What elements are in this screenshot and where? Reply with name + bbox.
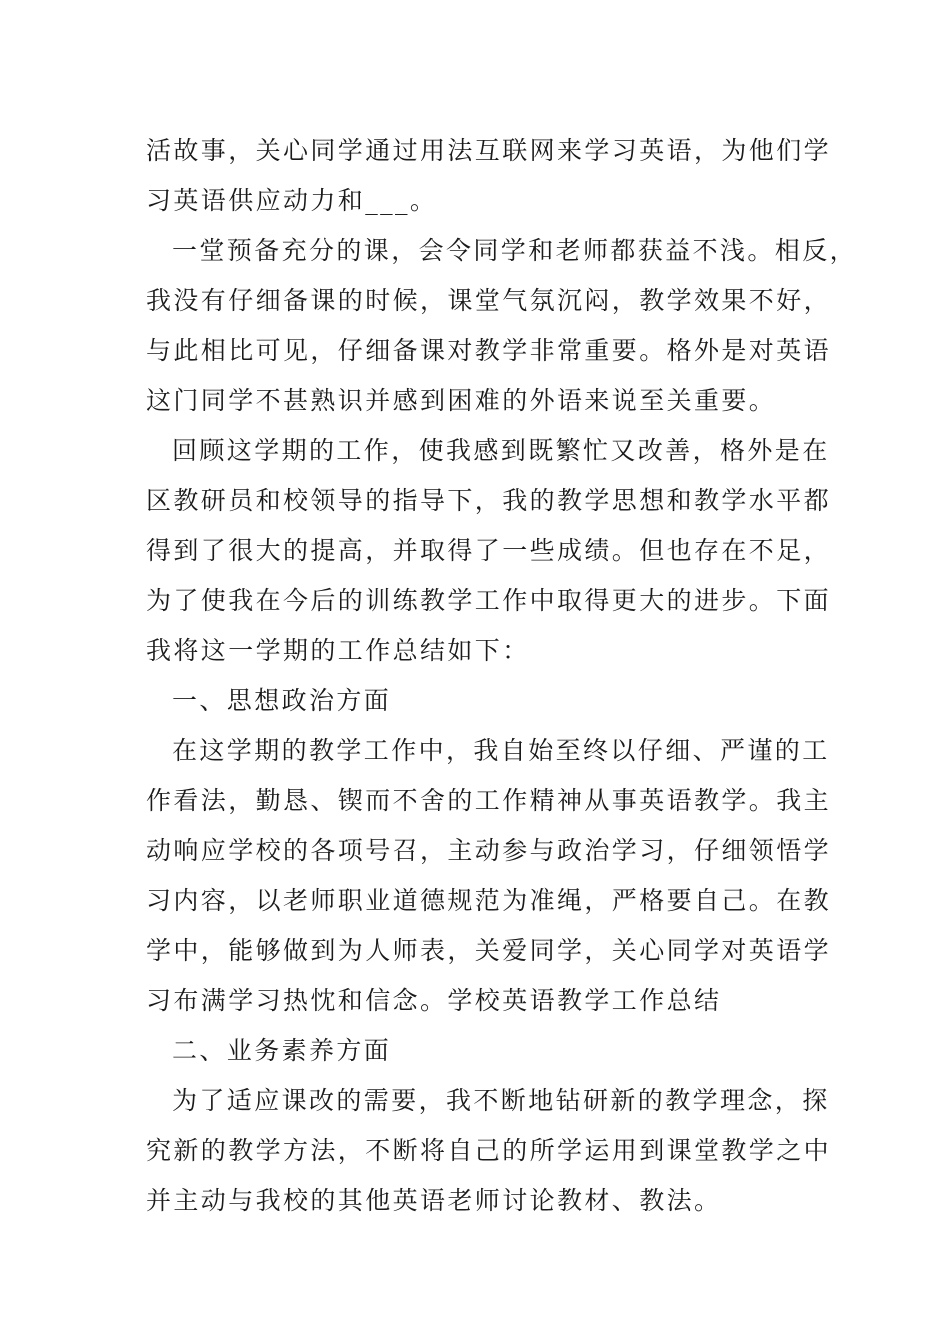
text-line: 这门同学不甚熟识并感到困难的外语来说至关重要。 [146, 386, 777, 415]
text-line: 得到了很大的提高，并取得了一些成绩。但也存在不足， [146, 536, 832, 565]
text-line: 动响应学校的各项号召，主动参与政治学习，仔细领悟学 [146, 836, 832, 865]
document-body [146, 126, 858, 1226]
section-heading-politics: 一、思想政治方面 [172, 686, 392, 715]
paragraph-start-line: 一堂预备充分的课，会令同学和老师都获益不浅。相反， [172, 236, 858, 265]
text-line: 为了使我在今后的训练教学工作中取得更大的进步。下面 [146, 586, 832, 615]
text-line: 习布满学习热忱和信念。学校英语教学工作总结 [146, 986, 722, 1015]
text-line: 我没有仔细备课的时候，课堂气氛沉闷，教学效果不好， [146, 286, 832, 315]
text-line: 我将这一学期的工作总结如下： [146, 636, 530, 665]
text-line: 究新的教学方法，不断将自己的所学运用到课堂教学之中 [146, 1136, 832, 1165]
text-line: 与此相比可见，仔细备课对教学非常重要。格外是对英语 [146, 336, 832, 365]
text-line: 学中，能够做到为人师表，关爱同学，关心同学对英语学 [146, 936, 832, 965]
section-heading-professional: 二、业务素养方面 [172, 1036, 392, 1065]
paragraph-start-line: 为了适应课改的需要，我不断地钻研新的教学理念，探 [172, 1086, 830, 1115]
text-line: 活故事，关心同学通过用法互联网来学习英语，为他们学 [146, 136, 832, 165]
paragraph-start-line: 在这学期的教学工作中，我自始至终以仔细、严谨的工 [172, 736, 830, 765]
text-line: 区教研员和校领导的指导下，我的教学思想和教学水平都 [146, 486, 832, 515]
text-line: 习英语供应动力和___。 [146, 186, 438, 215]
paragraph-start-line: 回顾这学期的工作，使我感到既繁忙又改善，格外是在 [172, 436, 830, 465]
text-line: 作看法，勤恳、锲而不舍的工作精神从事英语教学。我主 [146, 786, 832, 815]
text-line: 习内容，以老师职业道德规范为准绳，严格要自己。在教 [146, 886, 832, 915]
text-line: 并主动与我校的其他英语老师讨论教材、教法。 [146, 1186, 722, 1215]
